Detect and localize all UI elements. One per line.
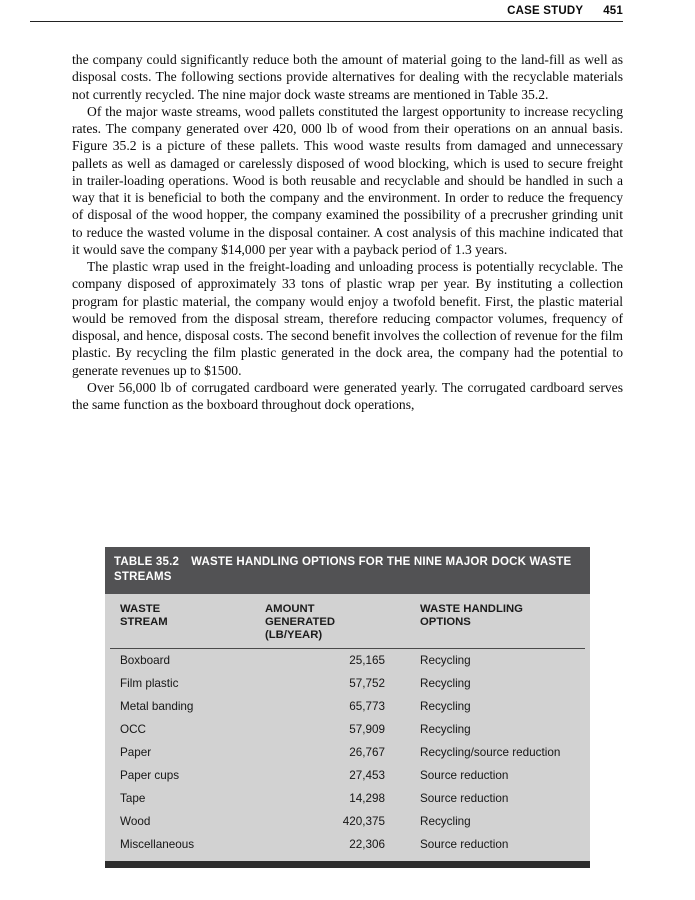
column-header-line: WASTE HANDLING [420,603,523,615]
paragraph: The plastic wrap used in the freight-loading and unloading process is potentially recyclable. The company disposed of approximately 33 tons of plastic wrap per year. By instituting a collection program for plastic material, the company would enjoy a twofold benefit. First, the plastic material would be removed from the disposal stream, therefore reducing compactor volumes, frequency of disposal, and hence, disposal costs. The second benefit involves the collection of revenue for the film plastic. By recycling the film plastic generated in the dock area, the company had the potential to generate revenues up to $1500. [72,259,623,378]
cell-options: Recycling [420,700,471,713]
table-bottom-bar [105,861,590,868]
table-row [105,695,590,718]
column-header-line: AMOUNT GENERATED [265,603,336,628]
table-title: WASTE HANDLING OPTIONS FOR THE NINE MAJOR DOCK WASTE STREAMS [114,556,572,583]
table-row [105,764,590,787]
cell-options: Recycling [420,723,471,736]
cell-waste-stream: Film plastic [120,677,179,690]
cell-waste-stream: Wood [120,815,151,828]
cell-amount: 57,752 [349,677,385,690]
cell-waste-stream: Paper cups [120,769,180,782]
table-row [105,787,590,810]
table-row [105,741,590,764]
table-body [105,594,590,861]
cell-amount: 420,375 [342,815,385,828]
table-header-row [105,594,590,648]
running-head-title: CASE STUDY [507,5,584,17]
cell-options: Source reduction [420,792,509,805]
cell-amount: 14,298 [349,792,385,805]
cell-waste-stream: Miscellaneous [120,838,195,851]
paragraph: Of the major waste streams, wood pallets constituted the largest opportunity to increase recycling rates. The company generated over 420, 000 lb of wood from their operations on an annual basis. Figure 35.2 is a picture of these pallets. This wood waste results from damaged and unnecessary pallets as well as damaged or carelessly disposed of wood blocking, which is used to secure freight in trailer-loading operations. Wood is both reusable and recyclable and should be handled in such a way that it is beneficial to both the company and the environment. In order to reduce the frequency of disposal of the wood hopper, the company examined the possibility of a precrusher grinding unit to reduce the wasted volume in the disposal container. A cost analysis of this machine indicated that it would save the company $14,000 per year with a payback period of 1.3 years. [72,103,623,257]
cell-waste-stream: Paper [120,746,152,759]
cell-waste-stream: Tape [120,792,146,805]
table-label: TABLE 35.2 [114,556,180,568]
table-row [105,718,590,741]
cell-options: Source reduction [420,769,509,782]
paragraph: Over 56,000 lb of corrugated cardboard were generated yearly. The corrugated cardboard serves the same function as the boxboard throughout dock operations, [72,379,623,412]
cell-amount: 27,453 [349,769,385,782]
cell-options: Source reduction [420,838,509,851]
table-row [105,810,590,833]
column-header-waste-stream [120,603,265,642]
cell-options: Recycling [420,677,471,690]
table-title-bar [105,547,590,594]
cell-amount: 57,909 [349,723,385,736]
cell-waste-stream: Boxboard [120,654,171,667]
cell-options: Recycling [420,654,471,667]
column-header-line: OPTIONS [420,616,471,628]
table-row [105,649,590,672]
paragraph: the company could significantly reduce both the amount of material going to the land-fill as well as disposal costs. The following sections provide alternatives for dealing with the recyclable materials not currently recycled. The nine major dock waste streams are mentioned in Table 35.2. [72,52,623,102]
cell-amount: 65,773 [349,700,385,713]
cell-options: Recycling [420,815,471,828]
cell-amount: 25,165 [349,654,385,667]
table-row [105,672,590,695]
cell-waste-stream: Metal banding [120,700,194,713]
column-header-line: WASTE [120,603,161,615]
running-head [30,5,623,22]
column-header-options [420,603,585,642]
cell-amount: 26,767 [349,746,385,759]
body-text [72,51,623,413]
table-row [105,833,590,856]
cell-options: Recycling/source reduction [420,746,561,759]
page-number: 451 [603,5,623,17]
column-header-line: STREAM [120,616,168,628]
cell-waste-stream: OCC [120,723,146,736]
table-35-2 [105,547,590,868]
column-header-line: (LB/YEAR) [265,629,323,641]
column-header-amount [265,603,385,642]
cell-amount: 22,306 [349,838,385,851]
